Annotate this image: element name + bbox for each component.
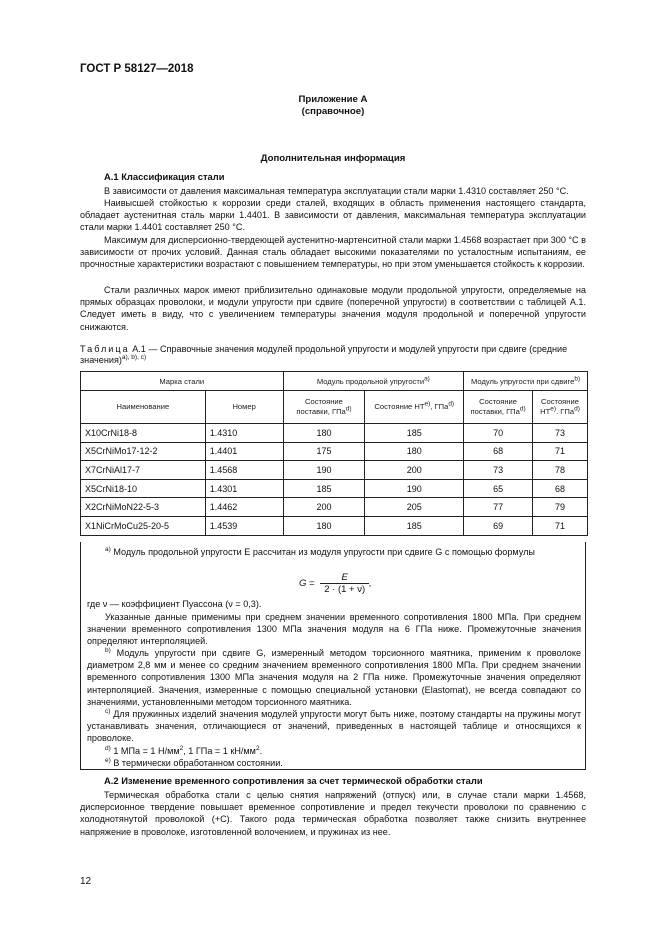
table-label: Таблица bbox=[80, 344, 130, 354]
table-notes bbox=[80, 542, 586, 770]
table-row: X5CrNiMo17-12-2 1.4401 175 180 68 71 bbox=[81, 442, 588, 461]
paragraph: В зависимости от давления максимальная температура эксплуатации стали марки 1.4310 составляет 250 °С. bbox=[104, 186, 569, 196]
header-g-delivery: Состояние поставки, ГПа$^{d)}$ bbox=[464, 391, 533, 424]
table-caption bbox=[80, 344, 586, 366]
header-e-delivery: Состояние поставки, ГПа$^{d)}$ bbox=[283, 391, 365, 424]
note-e: $^{e)}$ В термически обработанном состоянии. bbox=[105, 756, 283, 768]
note-d: $^{d)}$ 1 МПа = 1 $Н/мм^2$, 1 ГПа = 1 $кН/мм^2$. bbox=[105, 744, 263, 756]
header-elastic-modulus: Модуль продольной упругости$^{a)}$ bbox=[283, 372, 464, 391]
header-number: Номер bbox=[205, 391, 283, 424]
paragraph: Стали различных марок имеют приблизительно одинаковые модули продольной упругости, определяемые на прямых образцах проволоки, и модули упругости при сдвиге (поперечной упругости) в соответствии с таблицей А.1. Следует иметь в виду, что с увеличением температуры значения модуля продольной и поперечной упругости снижаются. bbox=[80, 285, 586, 332]
formula: G = $\frac{E}{2 \cdot (1 + \nu)}$ , bbox=[299, 572, 372, 595]
table-subheader-row bbox=[81, 391, 588, 424]
table-row: X5CrNi18-10 1.4301 185 190 65 68 bbox=[81, 479, 588, 498]
header-shear-modulus: Модуль упругости при сдвиге$^{b)}$ bbox=[464, 372, 588, 391]
page-number: 12 bbox=[80, 876, 92, 887]
paragraph: Термическая обработка стали с целью снятия напряжений (отпуск) или, в случае стали марки 1.4568, дисперсионное твердение повышает временное сопротивление и предел текучести проволоки по сравнению с холоднотянутой проволокой (+С). Такого рода термическая обработка позволяет также снизить внутреннее напряжение в проволоке, изготовленной волочением, и пружинах из нее. bbox=[80, 790, 586, 837]
table-row: X7CrNiAl17-7 1.4568 190 200 73 78 bbox=[81, 461, 588, 480]
header-g-ht: Состояние НТ$^{e)}$. ГПа$^{d)}$ bbox=[533, 391, 588, 424]
header-steel-grade: Марка стали bbox=[81, 372, 284, 391]
paragraph: Максимум для дисперсионно-твердеющей аустенитно-мартенситной стали марки 1.4568 возрастает при 300 °С в зависимости от прочих условий. Данная сталь обладает высокими показателями по усталостным испытаниям, ее прочностные характеристики возрастают с повышением температуры, но при этом уменьшается стойкость к коррозии. bbox=[80, 235, 586, 270]
table-row: X2CrNiMoN22-5-3 1.4462 200 205 77 79 bbox=[81, 498, 588, 517]
table-row: X10CrNi18-8 1.4310 180 185 70 73 bbox=[81, 424, 588, 443]
section-title: Дополнительная информация bbox=[260, 153, 406, 164]
table-caption-sup: a), b), c) bbox=[121, 353, 147, 361]
section-a2-title: А.2 Изменение временного сопротивления за счет термической обработки стали bbox=[104, 775, 483, 786]
note-a: $^{a)}$ Модуль продольной упругости E рассчитан из модуля упругости при сдвиге G с помощью формулы bbox=[105, 545, 535, 557]
paragraph: Наивысшей стойкостью к коррозии среди сталей, входящих в область применения настоящего стандарта, обладает аустенитная сталь марки 1.4401. В зависимости от давления, максимальная температура эксплуатации стали марки 1.4401 составляет 250 °С. bbox=[80, 198, 586, 233]
appendix-subtitle: (справочное) bbox=[301, 106, 365, 117]
note-c: $^{c)}$ Для пружинных изделий значения модулей упругости могут быть ниже, поэтому стандарты на пружины могут устанавливать значения, отличающиеся от значений, приведенных в настоящей таблице и относящихся к проволоке. bbox=[87, 707, 581, 744]
section-a1-title: А.1 Классификация стали bbox=[104, 171, 225, 182]
note-where: где ν — коэффициент Пуассона (ν = 0,3). bbox=[87, 599, 262, 609]
elasticity-table bbox=[80, 371, 588, 536]
header-name: Наименование bbox=[81, 391, 206, 424]
note-b: $^{b)}$ Модуль упругости при сдвиге G, измеренный методом торсионного маятника, применим к проволоке диаметром 2,8 мм и менее со средним значением временного сопротивления 1800 МПа. При среднем значении временного сопротивления 1300 МПа значения модуля на 2 ГПа ниже. Промежуточные значения определяют интерполяцией. Значения, измеренные с помощью специальной установки (Elastomat), не всегда совпадают со значениями, установленными методом торсионного маятника. bbox=[87, 646, 581, 707]
table-row: X1NiCrMoCu25-20-5 1.4539 180 185 69 71 bbox=[81, 516, 588, 535]
table-header-row bbox=[81, 372, 588, 391]
standard-header: ГОСТ Р 58127—2018 bbox=[80, 63, 194, 75]
note-a-continued: Указанные данные применимы при среднем значении временного сопротивления 1800 МПа. При среднем значении временного сопротивления 1300 МПа значения модуля на 6 ГПа ниже. Промежуточные значения определяют интерполяцией. bbox=[87, 612, 581, 647]
appendix-title: Приложение А bbox=[298, 94, 368, 105]
header-e-ht: Состояние НТ$^{e)}$, ГПа$^{d)}$ bbox=[365, 391, 464, 424]
table-caption-text: А.1 — Справочные значения модулей продольной упругости и модулей упругости при сдвиге (средние значения) bbox=[80, 344, 568, 365]
